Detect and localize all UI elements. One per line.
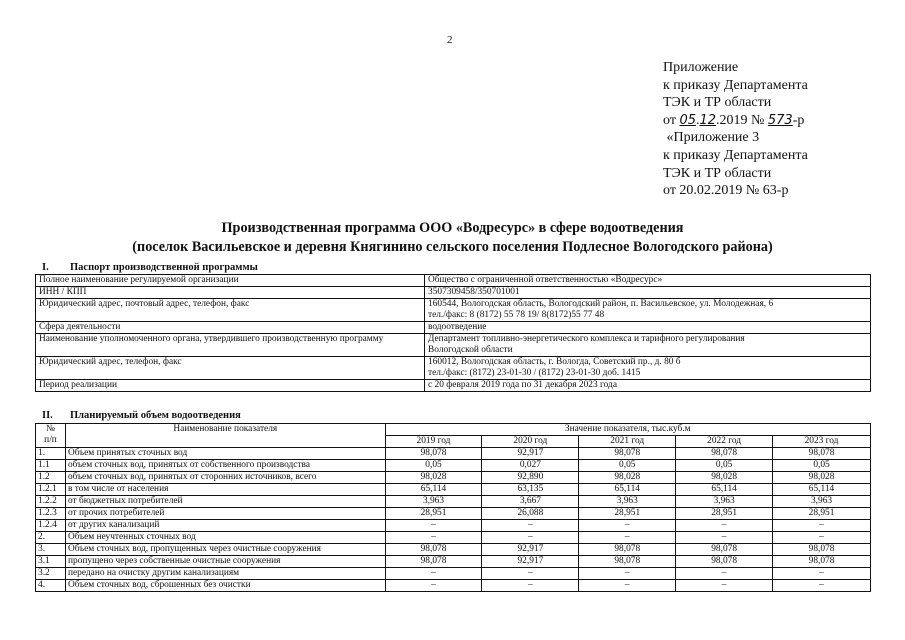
passport-value: 160544, Вологодская область, Вологодский район, п. Васильевское, ул. Молодежная, 6 тел./факс: 8 (8172) 55 78 19/ 8(8172)55 77 48	[425, 299, 871, 322]
order-day: 05	[679, 112, 696, 128]
row-index: 1.2.4	[36, 520, 66, 532]
row-value: 92,917	[482, 556, 579, 568]
appendix-line: к приказу Департамента	[663, 147, 808, 163]
row-name: от бюджетных потребителей	[65, 496, 385, 508]
passport-value: Общество с ограниченной ответственностью «Водресурс»	[425, 275, 871, 287]
row-value: 0,05	[773, 460, 871, 472]
volume-row	[36, 484, 871, 496]
row-value: 98,028	[773, 472, 871, 484]
row-value: 98,078	[579, 448, 676, 460]
row-value: –	[579, 568, 676, 580]
volume-row	[36, 448, 871, 460]
volume-row	[36, 460, 871, 472]
row-value: –	[676, 568, 773, 580]
appendix-line: Приложение	[663, 60, 739, 75]
appendix-line: от 20.02.2019 № 63-р	[663, 183, 789, 199]
row-index: 1.2.2	[36, 496, 66, 508]
year-header: 2021 год	[579, 436, 676, 448]
col-header-num	[36, 424, 66, 448]
row-index: 4.	[36, 580, 66, 592]
row-name: Объем сточных вод, сброшенных без очистки	[65, 580, 385, 592]
passport-label: ИНН / КПП	[36, 287, 425, 299]
volume-row	[36, 532, 871, 544]
row-value: 65,114	[773, 484, 871, 496]
row-name: от прочих потребителей	[65, 508, 385, 520]
col-num-label2: п/п	[44, 435, 57, 445]
row-name: передано на очистку другим канализациям	[65, 568, 385, 580]
row-value: 0,027	[482, 460, 579, 472]
passport-label: Сфера деятельности	[36, 322, 425, 334]
row-index: 1.1	[36, 460, 66, 472]
order-suffix: -р	[792, 112, 805, 128]
row-value: 28,951	[385, 508, 482, 520]
col-num-label: №	[46, 424, 55, 434]
passport-label: Юридический адрес, телефон, факс	[36, 357, 425, 380]
appendix-line: к приказу Департамента	[663, 77, 808, 93]
row-value: –	[773, 580, 871, 592]
row-index: 3.1	[36, 556, 66, 568]
row-value: –	[385, 532, 482, 544]
row-value: –	[773, 520, 871, 532]
row-value: 92,917	[482, 544, 579, 556]
volume-row	[36, 580, 871, 592]
row-value: –	[482, 568, 579, 580]
row-value: –	[482, 532, 579, 544]
row-value: 98,028	[579, 472, 676, 484]
row-value: 26,088	[482, 508, 579, 520]
row-value: 98,078	[676, 556, 773, 568]
row-value: –	[773, 532, 871, 544]
row-value: –	[385, 580, 482, 592]
year-header: 2022 год	[676, 436, 773, 448]
passport-row	[36, 334, 871, 357]
row-value: 0,05	[579, 460, 676, 472]
volume-row	[36, 472, 871, 484]
section2-number: II.	[42, 410, 53, 421]
row-value: –	[482, 520, 579, 532]
order-number: 573	[767, 112, 793, 128]
passport-row	[36, 357, 871, 380]
col-header-values: Значение показателя, тыс.куб.м	[385, 424, 870, 436]
row-value: –	[385, 568, 482, 580]
row-value: 98,078	[579, 556, 676, 568]
appendix-block	[663, 59, 808, 200]
row-value: 92,917	[482, 448, 579, 460]
order-month: 12	[699, 112, 717, 128]
volume-row	[36, 520, 871, 532]
row-value: –	[773, 568, 871, 580]
row-value: 3,963	[773, 496, 871, 508]
row-value: 3,963	[385, 496, 482, 508]
row-index: 2.	[36, 532, 66, 544]
row-value: 98,078	[676, 544, 773, 556]
row-value: 92,890	[482, 472, 579, 484]
page-number: 2	[447, 34, 453, 46]
year-header: 2019 год	[385, 436, 482, 448]
year-header: 2023 год	[773, 436, 871, 448]
row-value: 3,667	[482, 496, 579, 508]
row-value: 98,078	[385, 448, 482, 460]
row-value: –	[579, 532, 676, 544]
row-value: –	[676, 520, 773, 532]
row-value: 98,078	[773, 556, 871, 568]
row-name: Объем сточных вод, пропущенных через очистные сооружения	[65, 544, 385, 556]
passport-value: с 20 февраля 2019 года по 31 декабря 2023 года	[425, 380, 871, 392]
row-value: 98,078	[773, 448, 871, 460]
passport-value: Департамент топливно-энергетического комплекса и тарифного регулирования Вологодской области	[425, 334, 871, 357]
passport-label: Полное наименование регулируемой организации	[36, 275, 425, 287]
row-value: 65,114	[385, 484, 482, 496]
row-value: 3,963	[676, 496, 773, 508]
section2-heading	[42, 410, 241, 421]
passport-value: 160012, Вологодская область, г. Вологда, Советский пр., д. 80 б тел./факс: (8172) 23-01-30 / (8172) 23-01-30 доб. 1415	[425, 357, 871, 380]
appendix-line: ТЭК и ТР области	[663, 95, 772, 111]
row-value: 0,05	[676, 460, 773, 472]
order-date-line	[663, 113, 804, 128]
row-index: 3.	[36, 544, 66, 556]
title-line: (поселок Васильевское и деревня Княгинино сельского поселения Подлесное Вологодского района)	[132, 239, 773, 255]
row-name: Объем принятых сточных вод	[65, 448, 385, 460]
row-value: –	[579, 520, 676, 532]
passport-label: Наименование уполномоченного органа, утвердившего производственную программу	[36, 334, 425, 357]
row-index: 3.2	[36, 568, 66, 580]
passport-table	[35, 274, 871, 392]
row-value: 98,028	[385, 472, 482, 484]
row-value: 98,078	[385, 556, 482, 568]
row-name: Объем неучтенных сточных вод	[65, 532, 385, 544]
document-title	[0, 219, 905, 257]
row-index: 1.	[36, 448, 66, 460]
passport-row	[36, 299, 871, 322]
appendix-line: «Приложение 3	[663, 130, 760, 146]
row-value: 28,951	[676, 508, 773, 520]
passport-value: 3507309458/350701001	[425, 287, 871, 299]
row-name: в том числе от населения	[65, 484, 385, 496]
row-value: 63,135	[482, 484, 579, 496]
row-value: 98,078	[676, 448, 773, 460]
row-value: –	[385, 520, 482, 532]
row-index: 1.2.3	[36, 508, 66, 520]
row-index: 1.2	[36, 472, 66, 484]
row-value: 65,114	[676, 484, 773, 496]
row-value: 28,951	[579, 508, 676, 520]
order-dot: .	[695, 112, 700, 128]
row-value: –	[579, 580, 676, 592]
row-value: 65,114	[579, 484, 676, 496]
row-value: 98,078	[385, 544, 482, 556]
row-name: объем сточных вод, принятых от собственного производства	[65, 460, 385, 472]
row-value: 98,028	[676, 472, 773, 484]
volume-table	[35, 423, 871, 592]
passport-value: водоотведение	[425, 322, 871, 334]
passport-row	[36, 287, 871, 299]
appendix-line: ТЭК и ТР области	[663, 165, 772, 181]
order-year: .2019 №	[716, 112, 768, 128]
section2-title: Планируемый объем водоотведения	[70, 410, 241, 421]
volume-row	[36, 508, 871, 520]
year-header: 2020 год	[482, 436, 579, 448]
row-name: объем сточных вод, принятых от сторонних источников, всего	[65, 472, 385, 484]
row-value: 98,078	[579, 544, 676, 556]
passport-label: Юридический адрес, почтовый адрес, телефон, факс	[36, 299, 425, 322]
passport-label: Период реализации	[36, 380, 425, 392]
row-value: 28,951	[773, 508, 871, 520]
passport-row	[36, 275, 871, 287]
volume-row	[36, 496, 871, 508]
row-value: 98,078	[773, 544, 871, 556]
row-value: 3,963	[579, 496, 676, 508]
row-value: –	[482, 580, 579, 592]
col-header-name: Наименование показателя	[65, 424, 385, 448]
row-index: 1.2.1	[36, 484, 66, 496]
section1-number: I.	[42, 262, 49, 273]
row-value: –	[676, 532, 773, 544]
order-prefix: от	[663, 112, 680, 128]
row-value: 0,05	[385, 460, 482, 472]
volume-row	[36, 544, 871, 556]
volume-row	[36, 568, 871, 580]
volume-row	[36, 556, 871, 568]
section1-heading	[42, 262, 258, 273]
passport-row	[36, 322, 871, 334]
row-value: –	[676, 580, 773, 592]
title-line: Производственная программа ООО «Водресурс» в сфере водоотведения	[221, 220, 684, 236]
section1-title: Паспорт производственной программы	[70, 262, 258, 273]
row-name: пропущено через собственные очистные сооружения	[65, 556, 385, 568]
passport-row	[36, 380, 871, 392]
row-name: от других канализаций	[65, 520, 385, 532]
